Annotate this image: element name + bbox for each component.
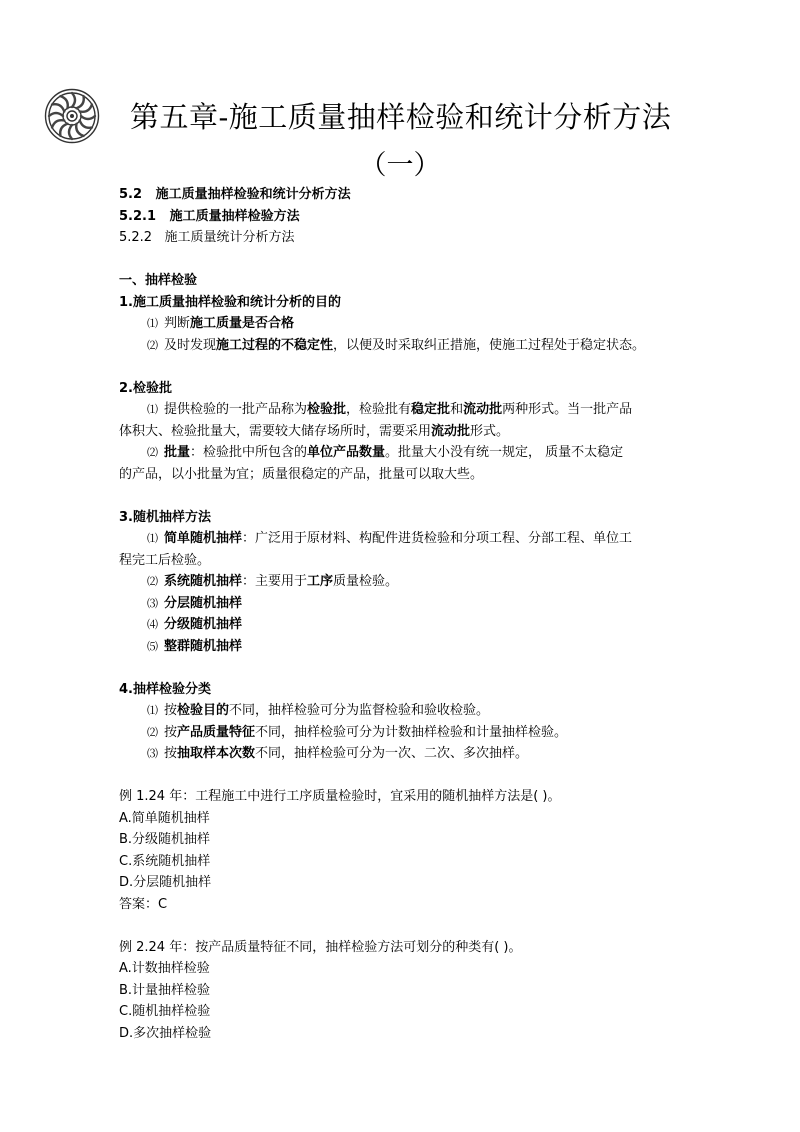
list-item-continuation: 体积大、检验批量大，需要较大储存场所时，需要采用流动批形式。	[119, 423, 510, 439]
document-body	[119, 184, 699, 1044]
ornamental-seal-icon	[44, 88, 100, 144]
example-question: 例 2.24 年：按产品质量特征不同，抽样检验方法可划分的种类有( )。	[119, 939, 522, 955]
page-title: 第五章-施工质量抽样检验和统计分析方法	[130, 100, 672, 134]
toc-item-5-2-2: 5.2.2 施工质量统计分析方法	[119, 230, 295, 245]
list-item: ⑴ 简单随机抽样：广泛用于原材料、构配件进货检验和分项工程、分部工程、单位工	[147, 531, 633, 546]
example-option: D.多次抽样检验	[119, 1025, 212, 1041]
example-option: D.分层随机抽样	[119, 875, 212, 890]
list-item: ⑴ 提供检验的一批产品称为检验批，检验批有稳定批和流动批两种形式。当一批产品	[147, 402, 633, 417]
example-option: C.随机抽样检验	[119, 1004, 211, 1019]
list-item: ⑴ 判断施工质量是否合格	[147, 316, 295, 331]
page-title-part: （一）	[359, 150, 441, 181]
list-item: ⑶ 按抽取样本次数不同，抽样检验可分为一次、二次、多次抽样。	[147, 746, 529, 761]
list-item: ⑷ 分级随机抽样	[147, 617, 243, 632]
list-item: ⑵ 批量：检验批中所包含的单位产品数量。批量大小没有统一规定， 质量不太稳定	[147, 445, 624, 460]
subsection-heading: 2.检验批	[119, 380, 172, 396]
example-option: B.分级随机抽样	[119, 832, 211, 847]
toc-item-5-2: 5.2 施工质量抽样检验和统计分析方法	[119, 187, 351, 202]
list-item: ⑵ 系统随机抽样：主要用于工序质量检验。	[147, 574, 399, 589]
example-option: C.系统随机抽样	[119, 853, 211, 869]
list-item: ⑶ 分层随机抽样	[147, 595, 243, 611]
example-option: B.计量抽样检验	[119, 982, 211, 998]
list-item: ⑵ 按产品质量特征不同，抽样检验可分为计数抽样检验和计量抽样检验。	[147, 724, 568, 740]
example-option: A.计数抽样检验	[119, 961, 210, 976]
example-question: 例 1.24 年：工程施工中进行工序质量检验时，宜采用的随机抽样方法是( )。	[119, 789, 561, 804]
list-item: ⑵ 及时发现施工过程的不稳定性，以便及时采取纠正措施，使施工过程处于稳定状态。	[147, 337, 646, 353]
list-item-continuation: 程完工后检验。	[119, 552, 211, 568]
example-option: A.简单随机抽样	[119, 810, 210, 826]
subsection-heading: 3.随机抽样方法	[119, 509, 211, 525]
list-item: ⑴ 按检验目的不同，抽样检验可分为监督检验和验收检验。	[147, 703, 490, 718]
toc-item-5-2-1: 5.2.1 施工质量抽样检验方法	[119, 208, 300, 224]
list-item: ⑸ 整群随机抽样	[147, 638, 243, 654]
subsection-heading: 1.施工质量抽样检验和统计分析的目的	[119, 294, 341, 310]
subsection-heading: 4.抽样检验分类	[119, 681, 211, 697]
section-heading: 一、抽样检验	[119, 273, 198, 288]
example-answer: 答案：C	[119, 896, 168, 912]
list-item-continuation: 的产品，以小批量为宜；质量很稳定的产品，批量可以取大些。	[119, 466, 484, 482]
